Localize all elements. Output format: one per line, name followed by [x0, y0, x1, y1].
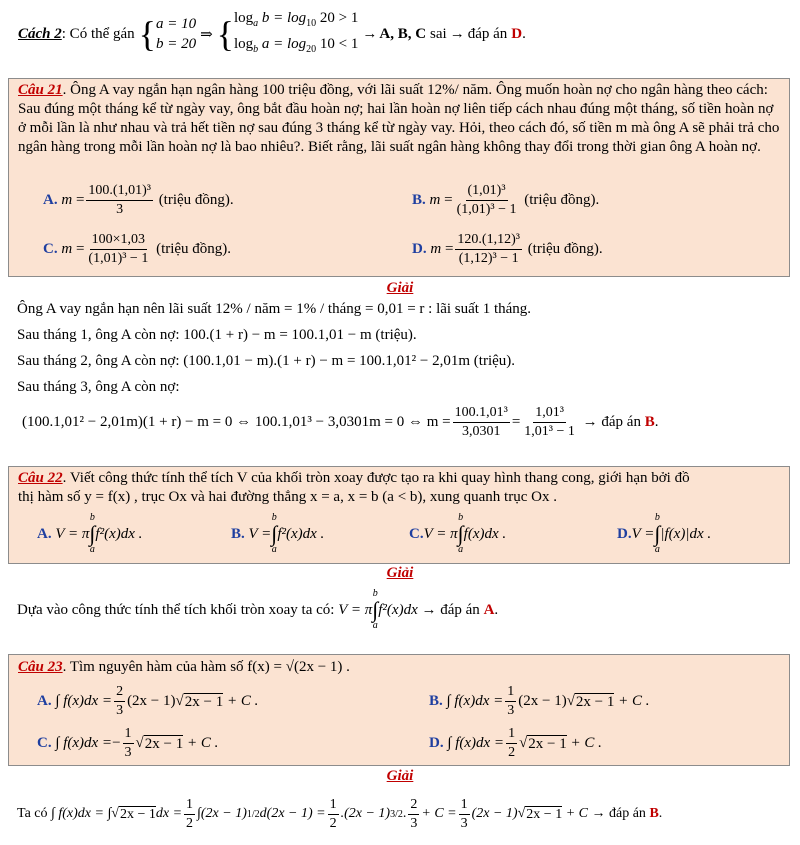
opt-body: f²(x)dx . [277, 525, 325, 542]
q22-option-b[interactable] [231, 513, 324, 555]
cach2-answer: D [511, 25, 523, 42]
log-a: log [233, 10, 254, 26]
q21-option-a[interactable]: A. m = $\frac{\text{100.(1,01)³}}{3}$ (triệu đồng). [43, 183, 234, 217]
opt-mid: (2x − 1) [518, 693, 567, 709]
implies-symbol: ⇒ [200, 26, 213, 43]
lim-top: b [372, 588, 378, 599]
dap-an: → đáp án [582, 414, 641, 430]
opt-pre: V = π [423, 525, 458, 542]
q22-answer: A [483, 601, 495, 618]
opt-pre: V = π [55, 525, 90, 542]
q21-sol-line5: (100.1,01² − 2,01m)(1 + r) − m = 0 ⇔ 100.1,01³ − 3,0301m = 0 ⇔ m = $\frac{\text{100.1,01³}}{3,0301}$ = $\frac{\text{1,01³}}{\text{1,01³ − 1}}$ → đáp án B . [22, 405, 659, 439]
sol-expr3: ∫(2x − 1) [197, 806, 247, 821]
sol-expr7: (2x − 1) [471, 806, 518, 821]
opt-lhs: ∫ f(x)dx = [446, 693, 504, 709]
dap-an: → đáp án [421, 601, 480, 618]
option-letter: D. [429, 735, 444, 751]
sol-radicand-2: 2x − 1 [526, 806, 563, 822]
system-1 [156, 14, 196, 54]
fraction [86, 182, 153, 219]
sol-pre: V = π [338, 601, 373, 618]
lim-top: b [654, 512, 660, 523]
frac-den: 2 [508, 745, 516, 760]
integral-icon: b ∫ a [89, 512, 96, 555]
option-letter: A. [37, 525, 52, 542]
q23-answer: B [649, 806, 659, 821]
q22-option-c[interactable] [409, 513, 506, 555]
fraction [455, 182, 519, 219]
q21-option-d[interactable]: D. m = $\frac{\text{120.(1,12)³}}{\text{(1,12)³ − 1}}$ (triệu đồng). [412, 232, 603, 266]
exp-three-halves: 3/2 [390, 808, 403, 820]
opt-lhs: ∫ f(x)dx = [55, 735, 113, 751]
integral-icon: b ∫ a [271, 512, 278, 555]
opt-tail: + C . [226, 693, 259, 709]
lim-top: b [271, 512, 277, 523]
cach2-sai: sai [430, 25, 447, 42]
opt-pre: V = [248, 525, 272, 542]
option-letter: C. [409, 525, 424, 542]
exp-half: 1/2 [246, 808, 260, 820]
frac-num: (1,01)³ [466, 182, 508, 201]
radicand: 2x − 1 [528, 735, 567, 752]
q23-label: Câu 23 [18, 659, 63, 675]
fraction: $\frac{1}{2}$ [186, 796, 194, 831]
dap-an: → đáp án [591, 806, 646, 821]
lim-bot: a [89, 544, 95, 555]
cach2-abc: A, B, C [379, 25, 427, 42]
system-2 [234, 8, 358, 60]
q21-body: . Ông A vay ngắn hạn ngân hàng 100 triệu đồng, với lãi suất 12%/ năm. Ông muốn hoàn nợ cho ngân hàng theo cách: Sau đúng một tháng kể từ ngày vay, ông bắt đầu hoàn nợ; hai lần hoàn nợ liên tiếp cách nhau đúng một tháng, số tiền hoàn nợ ở mỗi lần là như nhau và trả hết tiền nợ sau đúng 3 tháng kể từ ngày vay. Hỏi, theo cách đó, số tiền m mà ông A sẽ phải trả cho ngân hàng trong mỗi lần hoàn nợ là bao nhiêu?. Biết rằng, lãi suất ngân hàng không thay đổi trong thời gian ông A hoàn nợ. [18, 82, 780, 155]
frac-num: 100.1,01³ [453, 404, 510, 423]
question-22-box [8, 466, 790, 564]
option-letter: D. [412, 241, 427, 257]
fraction [455, 231, 522, 268]
q21-sol-line4: Sau tháng 3, ông A còn nợ: [17, 379, 180, 395]
fraction: $\frac{2}{3}$ [410, 796, 418, 831]
opt-pre: V = [631, 525, 655, 542]
q22-option-d[interactable] [617, 513, 711, 555]
unit: (triệu đồng). [527, 241, 603, 257]
q21-answer: B [644, 414, 655, 430]
frac-num: 1 [123, 725, 134, 744]
sys2-a-end: 20 > 1 [319, 10, 359, 26]
q22-body-1: . Viết công thức tính thể tích V của khối tròn xoay được tạo ra khi quay hình thang cong, giới hạn bởi đồ [62, 470, 690, 486]
sol-expr5: .(2x − 1) [340, 806, 391, 821]
cach2-intro: : Có thể gán [61, 25, 135, 42]
option-letter: B. [412, 192, 426, 208]
fraction [114, 683, 125, 720]
opt-tail: + C . [186, 735, 219, 751]
sol-expr4: d(2x − 1) = [259, 806, 326, 821]
frac-num: 100×1,03 [90, 231, 147, 250]
cach2-line: Cách 2 : Có thể gán { a = 10 b = 20 ⇒ { $\log_a b = \log_{10} 20 > 1$ $\log_b a = \log_{20} 10 < 1$ → A, B, C sai → đáp án D . [18, 12, 526, 56]
fraction: $\frac{1}{2}$ [329, 796, 337, 831]
frac-den: 3,0301 [461, 424, 501, 439]
fraction [86, 231, 150, 268]
opt-sign: − [112, 735, 121, 751]
option-letter: C. [37, 735, 52, 751]
sys2-b-rest: a = log [261, 36, 307, 52]
frac-den: 3 [116, 202, 124, 217]
opt-mid: (2x − 1) [127, 693, 176, 709]
q21-sol-line1: Ông A vay ngắn hạn nên lãi suất 12% / năm = 1% / tháng = 0,01 = r : lãi suất 1 tháng. [17, 301, 532, 317]
opt-lhs: ∫ f(x)dx = [55, 693, 113, 709]
q21-sol-line3: Sau tháng 2, ông A còn nợ: (100.1,01 − m).(1 + r) − m = 100.1,01² − 2,01m (triệu). [17, 353, 516, 369]
sys1-b: b = 20 [155, 36, 197, 52]
question-23-box [8, 654, 790, 766]
lim-bot: a [654, 544, 660, 555]
lim-bot: a [271, 544, 277, 555]
fraction [506, 725, 517, 762]
q23-option-c[interactable]: C. ∫ f(x)dx = − $\frac{1}{3}$ √ 2x − 1 + C . [37, 726, 219, 760]
lim-top: b [89, 512, 95, 523]
unit: (triệu đồng). [156, 241, 232, 257]
option-letter: A. [37, 693, 52, 709]
unit: (triệu đồng). [524, 192, 600, 208]
opt-tail: + C . [570, 735, 602, 751]
left-brace-2: { [216, 14, 234, 54]
left-brace: { [138, 14, 156, 54]
opt-body: f(x)dx . [463, 525, 507, 542]
radicand: 2x − 1 [144, 735, 184, 752]
q21-text [18, 81, 780, 157]
option-letter: B. [231, 525, 245, 542]
frac-den: (1,12)³ − 1 [458, 251, 519, 266]
q23-text [18, 658, 780, 677]
q21-giai-heading: Giải [386, 280, 414, 296]
q23-giai-heading: Giải [386, 768, 414, 784]
arrow-icon: → [362, 25, 378, 42]
frac-num: 2 [114, 683, 125, 702]
q22-giai-heading: Giải [386, 565, 414, 581]
option-letter: B. [429, 693, 443, 709]
fraction [505, 683, 516, 720]
lim-top: b [458, 512, 464, 523]
cach2-label: Cách 2 [18, 25, 62, 42]
sol-expr8: + C [565, 806, 588, 821]
opt-lhs: ∫ f(x)dx = [447, 735, 505, 751]
q23-option-d[interactable]: D. ∫ f(x)dx = $\frac{1}{2}$ √ 2x − 1 + C . [429, 726, 602, 760]
log-b: log [233, 36, 254, 52]
fraction [522, 404, 577, 441]
lim-bot: a [372, 620, 378, 631]
sol-expr2: dx = [155, 806, 183, 821]
frac-num: 1,01³ [533, 404, 566, 423]
radicand: 2x − 1 [575, 693, 615, 710]
q21-sol-line2: Sau tháng 1, ông A còn nợ: 100.(1 + r) − m = 100.1,01 − m (triệu). [17, 327, 417, 343]
frac-num: 120.(1,12)³ [455, 231, 522, 250]
fraction [123, 725, 134, 762]
frac-den: 3 [507, 703, 515, 718]
option-letter: A. [43, 192, 58, 208]
unit: (triệu đồng). [158, 192, 234, 208]
sol5-left: (100.1,01² − 2,01m)(1 + r) − m = 0 ⇔ 100.1,01³ − 3,0301m = 0 ⇔ m = [22, 414, 451, 430]
sol-pre: Ta có [17, 806, 48, 821]
integral-icon: b ∫ a [457, 512, 464, 555]
arrow-icon-2: → [449, 25, 465, 42]
sol-expr1: ∫ f(x)dx = ∫ [51, 806, 112, 821]
q23-body: . Tìm nguyên hàm của hàm số f(x) = √(2x − 1) . [62, 659, 350, 675]
q22-text [18, 469, 780, 507]
q22-solution: Dựa vào công thức tính thể tích khối tròn xoay ta có: V = π b ∫ a f²(x)dx → đáp án A . [17, 588, 499, 631]
sys2-b-end: 10 < 1 [319, 36, 359, 52]
cach2-dap-an: đáp án [467, 25, 508, 42]
sol-radicand: 2x − 1 [119, 806, 156, 822]
q23-option-b[interactable]: B. ∫ f(x)dx = $\frac{1}{3}$ (2x − 1) √ 2x − 1 + C . [429, 684, 650, 718]
sys1-a: a = 10 [155, 16, 197, 32]
integral-icon: b ∫ a [372, 588, 379, 631]
frac-den: 1,01³ − 1 [524, 424, 575, 439]
q23-option-a[interactable]: A. ∫ f(x)dx = $\frac{2}{3}$ (2x − 1) √ 2x − 1 + C . [37, 684, 259, 718]
q21-option-b[interactable]: B. m = $\frac{\text{(1,01)³}}{\text{(1,01)³ − 1}}$ (triệu đồng). [412, 183, 600, 217]
frac-den: (1,01)³ − 1 [88, 251, 149, 266]
q21-label: Câu 21 [18, 82, 63, 98]
q22-option-a[interactable] [37, 513, 142, 555]
q22-sol-text: Dựa vào công thức tính thể tích khối tròn xoay ta có: [17, 601, 335, 618]
opt-body: |f(x)|dx . [660, 525, 712, 542]
fraction [453, 404, 510, 441]
option-letter: C. [43, 241, 58, 257]
sol-body: f²(x)dx [378, 601, 418, 618]
opt-tail: + C . [618, 693, 650, 709]
option-letter: D. [617, 525, 632, 542]
sys2-line-b: $\log_b a = \log_{20} 10 < 1$ [233, 36, 359, 55]
q22-label: Câu 22 [18, 470, 63, 486]
lim-bot: a [458, 544, 464, 555]
q21-option-c[interactable]: C. m = $\frac{100\times 1,03}{\text{(1,01)³ − 1}}$ (triệu đồng). [43, 232, 232, 266]
question-21-box [8, 78, 790, 277]
frac-den: (1,01)³ − 1 [456, 202, 517, 217]
frac-den: 3 [116, 703, 124, 718]
fraction: $\frac{1}{3}$ [460, 796, 468, 831]
q22-body-2: thị hàm số y = f(x) , trục Ox và hai đường thẳng x = a, x = b (a < b), xung quanh trục Ox . [18, 489, 557, 505]
frac-den: 3 [124, 745, 132, 760]
sys2-line-a: $\log_a b = \log_{10} 20 > 1$ [233, 10, 359, 29]
frac-num: 1 [506, 725, 517, 744]
integral-icon: b ∫ a [654, 512, 661, 555]
frac-num: 1 [505, 683, 516, 702]
opt-body: f²(x)dx . [95, 525, 143, 542]
radicand: 2x − 1 [184, 693, 224, 710]
sol-expr6: + C = [421, 806, 457, 821]
sys2-a-rest: b = log [261, 10, 307, 26]
frac-num: 100.(1,01)³ [86, 182, 153, 201]
q23-solution: Ta có ∫ f(x)dx = ∫ √ 2x − 1 dx = $\frac{1}{2}$ ∫(2x − 1) 1/2 d(2x − 1) = $\frac{1}{2}$ .(2x − 1) 3/2 . $\frac{2}{3}$ + C = $\frac{1}{3}$ (2x − 1) √ 2x − 1 + C → đáp án B . [17, 796, 663, 831]
